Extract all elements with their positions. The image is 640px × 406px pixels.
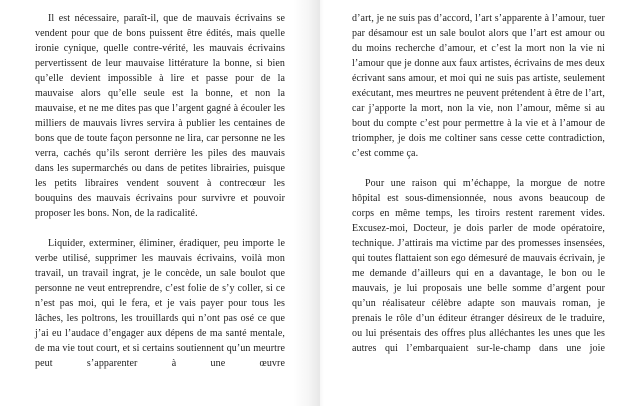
left-page-text (35, 11, 285, 371)
paragraph: Pour une raison qui m’échappe, la morgue de notre hôpital est sous-dimensionnée, nous avons beaucoup de corps en même temps, les tiroirs restent rarement vides. Excusez-moi, Docteur, je dois parler de mode opératoire, technique. J’attirais ma victime par des promesses insensées, qui toutes flattaient son ego démesuré de mauvais écrivain, je me demande d’ailleurs qui en a davantage, le bon ou le mauvais, je lui proposais une belle somme d’argent pour qu’un réalisateur célèbre adapte son mauvais roman, je prenais le rôle d’un éditeur étranger désireux de le traduire, ou lui présentais des offres plus alléchantes les unes que les autres qui l’embarquaient sur-le-champ dans une joie (352, 178, 605, 354)
paragraph: Liquider, exterminer, éliminer, éradiquer, peu importe le verbe utilisé, supprimer les mauvais écrivains, voilà mon travail, un travail ingrat, je le concède, un sale boulot que personne ne veut entreprendre, c’est folie de s’y coller, si ce n’est pas moi, qui le fera, et je vais payer pour tous les lâches, les poltrons, les trouillards qui n’ont pas osé ce que j’ai eu l’audace d’engager aux dépens de ma santé mentale, de ma vie tout court, et si certains soutiennent qu’un meurtre peut s’apparenter à une œuvre (35, 238, 285, 369)
paragraph: Il est nécessaire, paraît-il, que de mauvais écrivains se vendent pour que de bons puissent être édités, mais quelle ironie cynique, quelle contre-vérité, les mauvais écrivains pervertissent de leur mauvaise littérature la bonne, si bien qu’elle devient impossible à lire et passe pour de la mauvaise alors qu’elle seule est la bonne, et non la mauvaise, et ne me dites pas que l’argent gagné à écouler les milliers de mauvais livres servira à publier les centaines de bons que de toute façon personne ne lira, car personne ne les verra, cachés qu’ils seront derrière les piles des mauvais dans les supermarchés ou dans de petites librairies, puisque les petits libraires vendent souvent à contrecœur les bouquins des mauvais écrivains pour survivre et pouvoir proposer les bons. Non, de la radicalité. (35, 13, 285, 219)
paragraph: d’art, je ne suis pas d’accord, l’art s’apparente à l’amour, tuer par désamour est un sale boulot alors que l’art est amour ou du moins recherche d’amour, et c’est la mort non la vie ni l’amour que je donne aux faux artistes, écrivains de mes deux écrivant sans amour, et moi qui ne suis pas artiste, seulement exécutant, mes meurtres ne peuvent prétendent à être de l’art, car j’apporte la mort, non la vie, non l’amour, même si au bout du compte c’est pour permettre à la vie et à l’amour de triompher, je dois me coltiner sans cesse cette contradiction, c’est comme ça. (352, 13, 605, 159)
right-page[interactable] (320, 0, 640, 406)
right-page-text (352, 11, 605, 356)
